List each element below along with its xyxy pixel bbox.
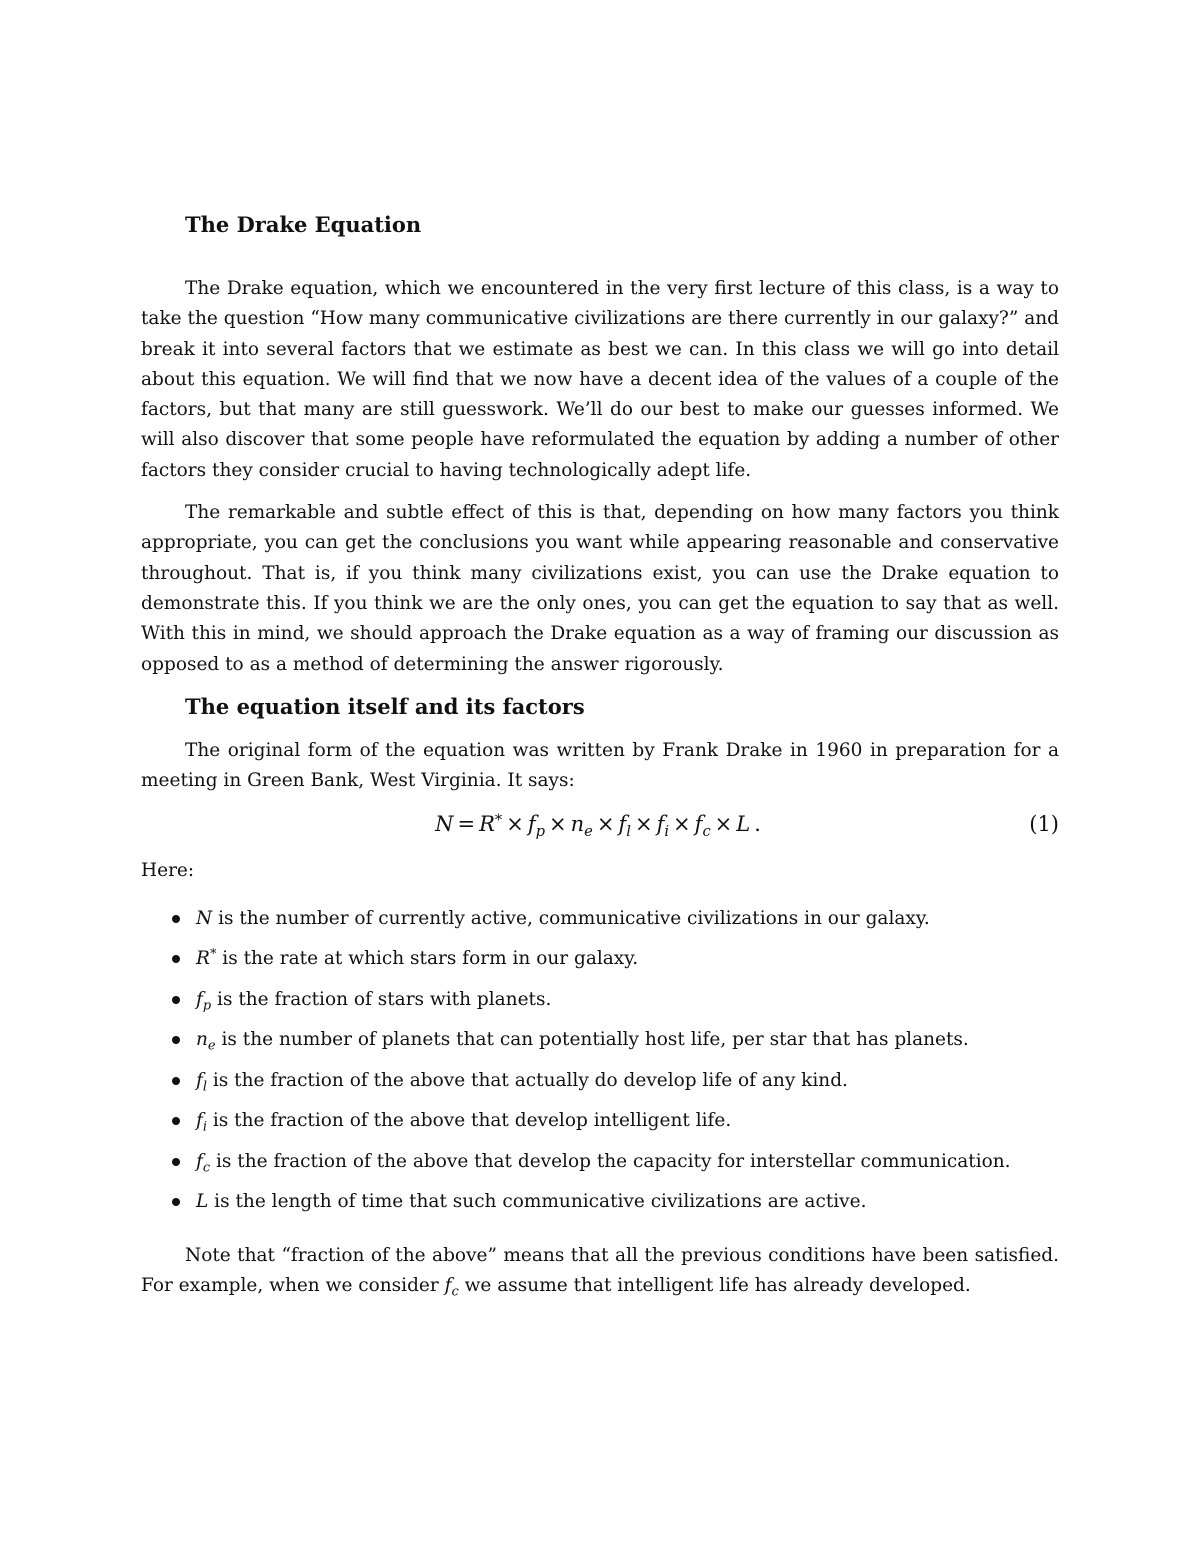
bullet-icon bbox=[172, 955, 180, 963]
document-body bbox=[141, 210, 1059, 1313]
section-title-drake-equation: The Drake Equation bbox=[185, 212, 422, 237]
factor-description: is the rate at which stars form in our galaxy. bbox=[216, 948, 639, 970]
bullet-icon bbox=[172, 1077, 180, 1085]
note-symbol: f bbox=[444, 1275, 452, 1297]
factor-description: is the fraction of the above that develop intelligent life. bbox=[207, 1110, 732, 1132]
section-title-equation-factors: The equation itself and its factors bbox=[185, 693, 585, 719]
bullet-icon bbox=[172, 1117, 180, 1125]
intro-paragraph: The Drake equation, which we encountered in the very first lecture of this class, is a way to take the question “How many communicative civilizations are there currently in our galaxy?” and break it into several factors that we estimate as best we can. In this class we will go into detail about this equation. We will find that we now have a decent idea of the values of a couple of the factors, but that many are still guesswork. We’ll do our best to make our guesses informed. We will also discover that some people have reformulated the equation by adding a number of other factors they consider crucial to having technologically adept life. bbox=[141, 278, 1059, 481]
equation-number: (1) bbox=[1029, 812, 1059, 837]
list-item bbox=[141, 939, 1059, 980]
list-item bbox=[141, 899, 1059, 940]
bullet-icon bbox=[172, 1158, 180, 1166]
note-subscript: c bbox=[451, 1284, 459, 1300]
factor-superscript: * bbox=[209, 947, 217, 963]
here-label: Here: bbox=[141, 860, 195, 882]
factor-symbol: f bbox=[196, 1150, 203, 1172]
bullet-icon bbox=[172, 996, 180, 1004]
bullet-icon bbox=[172, 915, 180, 923]
factor-subscript: l bbox=[202, 1079, 207, 1095]
factor-symbol: R bbox=[196, 948, 210, 970]
factor-symbol: L bbox=[196, 1191, 209, 1213]
note-paragraph bbox=[141, 1241, 1059, 1302]
list-item bbox=[141, 980, 1059, 1021]
factor-symbol: f bbox=[196, 988, 203, 1010]
effect-paragraph: The remarkable and subtle effect of this is that, depending on how many factors you think appropriate, you can get the conclusions you want while appearing reasonable and conservative throughout. That is, if you think many civilizations exist, you can use the Drake equation to demonstrate this. If you think we are the only ones, you can get the equation to say that as well. With this in mind, we should approach the Drake equation as a way of framing our discussion as opposed to as a method of determining the answer rigorously. bbox=[141, 502, 1059, 675]
factor-subscript: p bbox=[202, 998, 212, 1014]
list-item bbox=[141, 1182, 1059, 1223]
factor-subscript: i bbox=[202, 1119, 207, 1135]
factor-symbol: n bbox=[196, 1029, 208, 1051]
factor-description: is the number of currently active, communicative civilizations in our galaxy. bbox=[212, 907, 930, 929]
factor-list bbox=[141, 899, 1059, 1223]
factor-description: is the fraction of the above that actually do develop life of any kind. bbox=[207, 1069, 848, 1091]
factor-description: is the fraction of the above that develop the capacity for interstellar communication. bbox=[210, 1150, 1011, 1172]
bullet-icon bbox=[172, 1198, 180, 1206]
factor-description: is the number of planets that can potentially host life, per star that has planets. bbox=[215, 1029, 969, 1051]
equation-formula: $N = R^* \times f_p \times n_e \times f_l \times f_i \times f_c \times L$ . bbox=[435, 811, 761, 841]
list-item bbox=[141, 1020, 1059, 1061]
factor-description: is the fraction of stars with planets. bbox=[211, 988, 552, 1010]
note-text-before: Note that “fraction of the above” means that all the previous conditions have been satisfied. For example, when we consider bbox=[141, 1244, 1059, 1297]
factor-symbol: N bbox=[196, 907, 213, 929]
factor-symbol: f bbox=[196, 1110, 203, 1132]
bullet-icon bbox=[172, 1036, 180, 1044]
list-item bbox=[141, 1101, 1059, 1142]
origin-paragraph: The original form of the equation was written by Frank Drake in 1960 in preparation for a meeting in Green Bank, West Virginia. It says: bbox=[141, 739, 1059, 792]
factor-description: is the length of time that such communicative civilizations are active. bbox=[208, 1191, 867, 1213]
list-item bbox=[141, 1061, 1059, 1102]
factor-subscript: c bbox=[202, 1160, 211, 1176]
list-item bbox=[141, 1142, 1059, 1183]
drake-equation bbox=[141, 808, 1059, 852]
factor-subscript: e bbox=[207, 1038, 216, 1054]
note-text-after: we assume that intelligent life has already developed. bbox=[458, 1275, 971, 1297]
factor-symbol: f bbox=[196, 1069, 203, 1091]
